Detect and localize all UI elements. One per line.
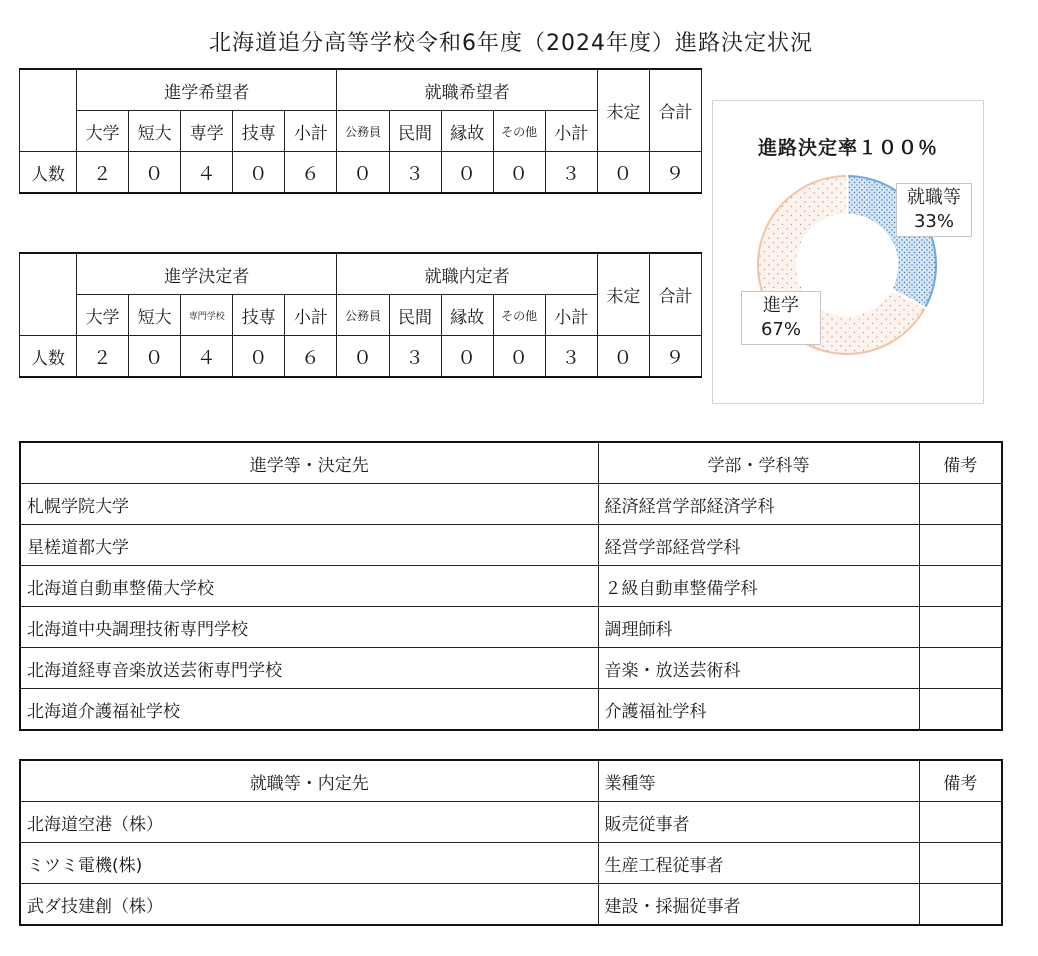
chart-label-pct: 67% [760,319,801,340]
value-cell: ３ [545,152,597,194]
value-cell: ０ [129,336,181,378]
table-row [20,843,1002,884]
decided-summary-table [19,252,702,378]
col-header: 専門学校 [181,295,233,336]
value-cell: ２ [77,336,129,378]
chart-data-label-advance [741,291,821,345]
group-header-advance: 進学決定者 [77,253,337,295]
group-header-employ: 就職内定者 [337,253,597,295]
value-cell: ６ [285,152,337,194]
destination-cell: 北海道自動車整備大学校 [20,566,598,607]
remarks-cell [919,525,1002,566]
career-rate-chart [712,100,984,404]
column-header: 備考 [919,760,1002,802]
department-cell: 調理師科 [598,607,919,648]
destination-cell: 北海道経専音楽放送芸術専門学校 [20,648,598,689]
col-header: 縁故 [441,295,493,336]
department-cell: ２級自動車整備学科 [598,566,919,607]
value-cell: ０ [441,152,493,194]
column-header: 就職等・内定先 [20,760,598,802]
table-row [20,607,1002,648]
table-row [20,525,1002,566]
table-row [20,884,1002,926]
col-header: その他 [493,111,545,152]
advance-destination-table [19,441,1003,731]
chart-label-name: 就職等 [907,187,961,208]
row-label: 人数 [20,152,77,194]
page-title: 北海道追分高等学校令和6年度（2024年度）進路決定状況 [209,31,813,56]
destination-cell: 札幌学院大学 [20,484,598,525]
group-header-advance: 進学希望者 [77,69,337,111]
department-cell: 介護福祉学科 [598,689,919,731]
remarks-cell [919,484,1002,525]
column-header: 学部・学科等 [598,442,919,484]
value-cell: ０ [597,336,649,378]
remarks-cell [919,884,1002,926]
value-cell: ０ [597,152,649,194]
col-header: 大学 [77,295,129,336]
header-total: 合計 [649,69,701,152]
department-cell: 経営学部経営学科 [598,525,919,566]
col-header: 小計 [285,111,337,152]
value-cell: ０ [129,152,181,194]
value-cell: ３ [389,336,441,378]
table-row [20,802,1002,843]
value-cell: ０ [493,336,545,378]
col-header: 短大 [129,111,181,152]
table-row [20,566,1002,607]
col-header: 公務員 [337,111,389,152]
remarks-cell [919,607,1002,648]
remarks-cell [919,689,1002,731]
destination-cell: 北海道介護福祉学校 [20,689,598,731]
chart-title: 進路決定率１００％ [757,137,938,159]
value-cell: ９ [649,336,701,378]
table-header-row [20,760,1002,802]
corner-cell [20,253,77,336]
col-header: 民間 [389,295,441,336]
chart-data-label-employ [896,183,972,237]
value-cell: ２ [77,152,129,194]
table-header-row [20,442,1002,484]
value-cell: ４ [181,152,233,194]
corner-cell [20,69,77,152]
value-cell: ０ [337,336,389,378]
chart-label-name: 進学 [763,295,799,316]
department-cell: 音楽・放送芸術科 [598,648,919,689]
col-header: 技専 [233,295,285,336]
remarks-cell [919,566,1002,607]
header-undecided: 未定 [597,69,649,152]
col-header: 短大 [129,295,181,336]
company-cell: 武ダ技建創（株） [20,884,598,926]
group-header-employ: 就職希望者 [337,69,597,111]
value-cell: ３ [545,336,597,378]
value-cell: ０ [233,336,285,378]
value-cell: ０ [337,152,389,194]
column-header: 備考 [919,442,1002,484]
col-header: 技専 [233,111,285,152]
value-cell: ６ [285,336,337,378]
col-header: 公務員 [337,295,389,336]
hope-summary-table [19,68,702,194]
table-row [20,689,1002,731]
value-cell: ０ [441,336,493,378]
header-undecided: 未定 [597,253,649,336]
remarks-cell [919,843,1002,884]
value-cell: ９ [649,152,701,194]
chart-label-pct: 33% [913,211,954,232]
industry-cell: 建設・採掘従事者 [598,884,919,926]
col-header: その他 [493,295,545,336]
company-cell: ミツミ電機(株) [20,843,598,884]
col-header: 専学 [181,111,233,152]
value-cell: ４ [181,336,233,378]
company-cell: 北海道空港（株） [20,802,598,843]
col-header: 民間 [389,111,441,152]
value-cell: ０ [233,152,285,194]
department-cell: 経済経営学部経済学科 [598,484,919,525]
col-header: 小計 [545,111,597,152]
remarks-cell [919,802,1002,843]
destination-cell: 北海道中央調理技術専門学校 [20,607,598,648]
col-header: 小計 [285,295,337,336]
col-header: 大学 [77,111,129,152]
industry-cell: 販売従事者 [598,802,919,843]
destination-cell: 星槎道都大学 [20,525,598,566]
industry-cell: 生産工程従事者 [598,843,919,884]
column-header: 進学等・決定先 [20,442,598,484]
col-header: 小計 [545,295,597,336]
header-total: 合計 [649,253,701,336]
table-row [20,648,1002,689]
column-header: 業種等 [598,760,919,802]
value-cell: ３ [389,152,441,194]
table-row [20,484,1002,525]
row-label: 人数 [20,336,77,378]
col-header: 縁故 [441,111,493,152]
employment-destination-table [19,759,1003,926]
value-cell: ０ [493,152,545,194]
remarks-cell [919,648,1002,689]
